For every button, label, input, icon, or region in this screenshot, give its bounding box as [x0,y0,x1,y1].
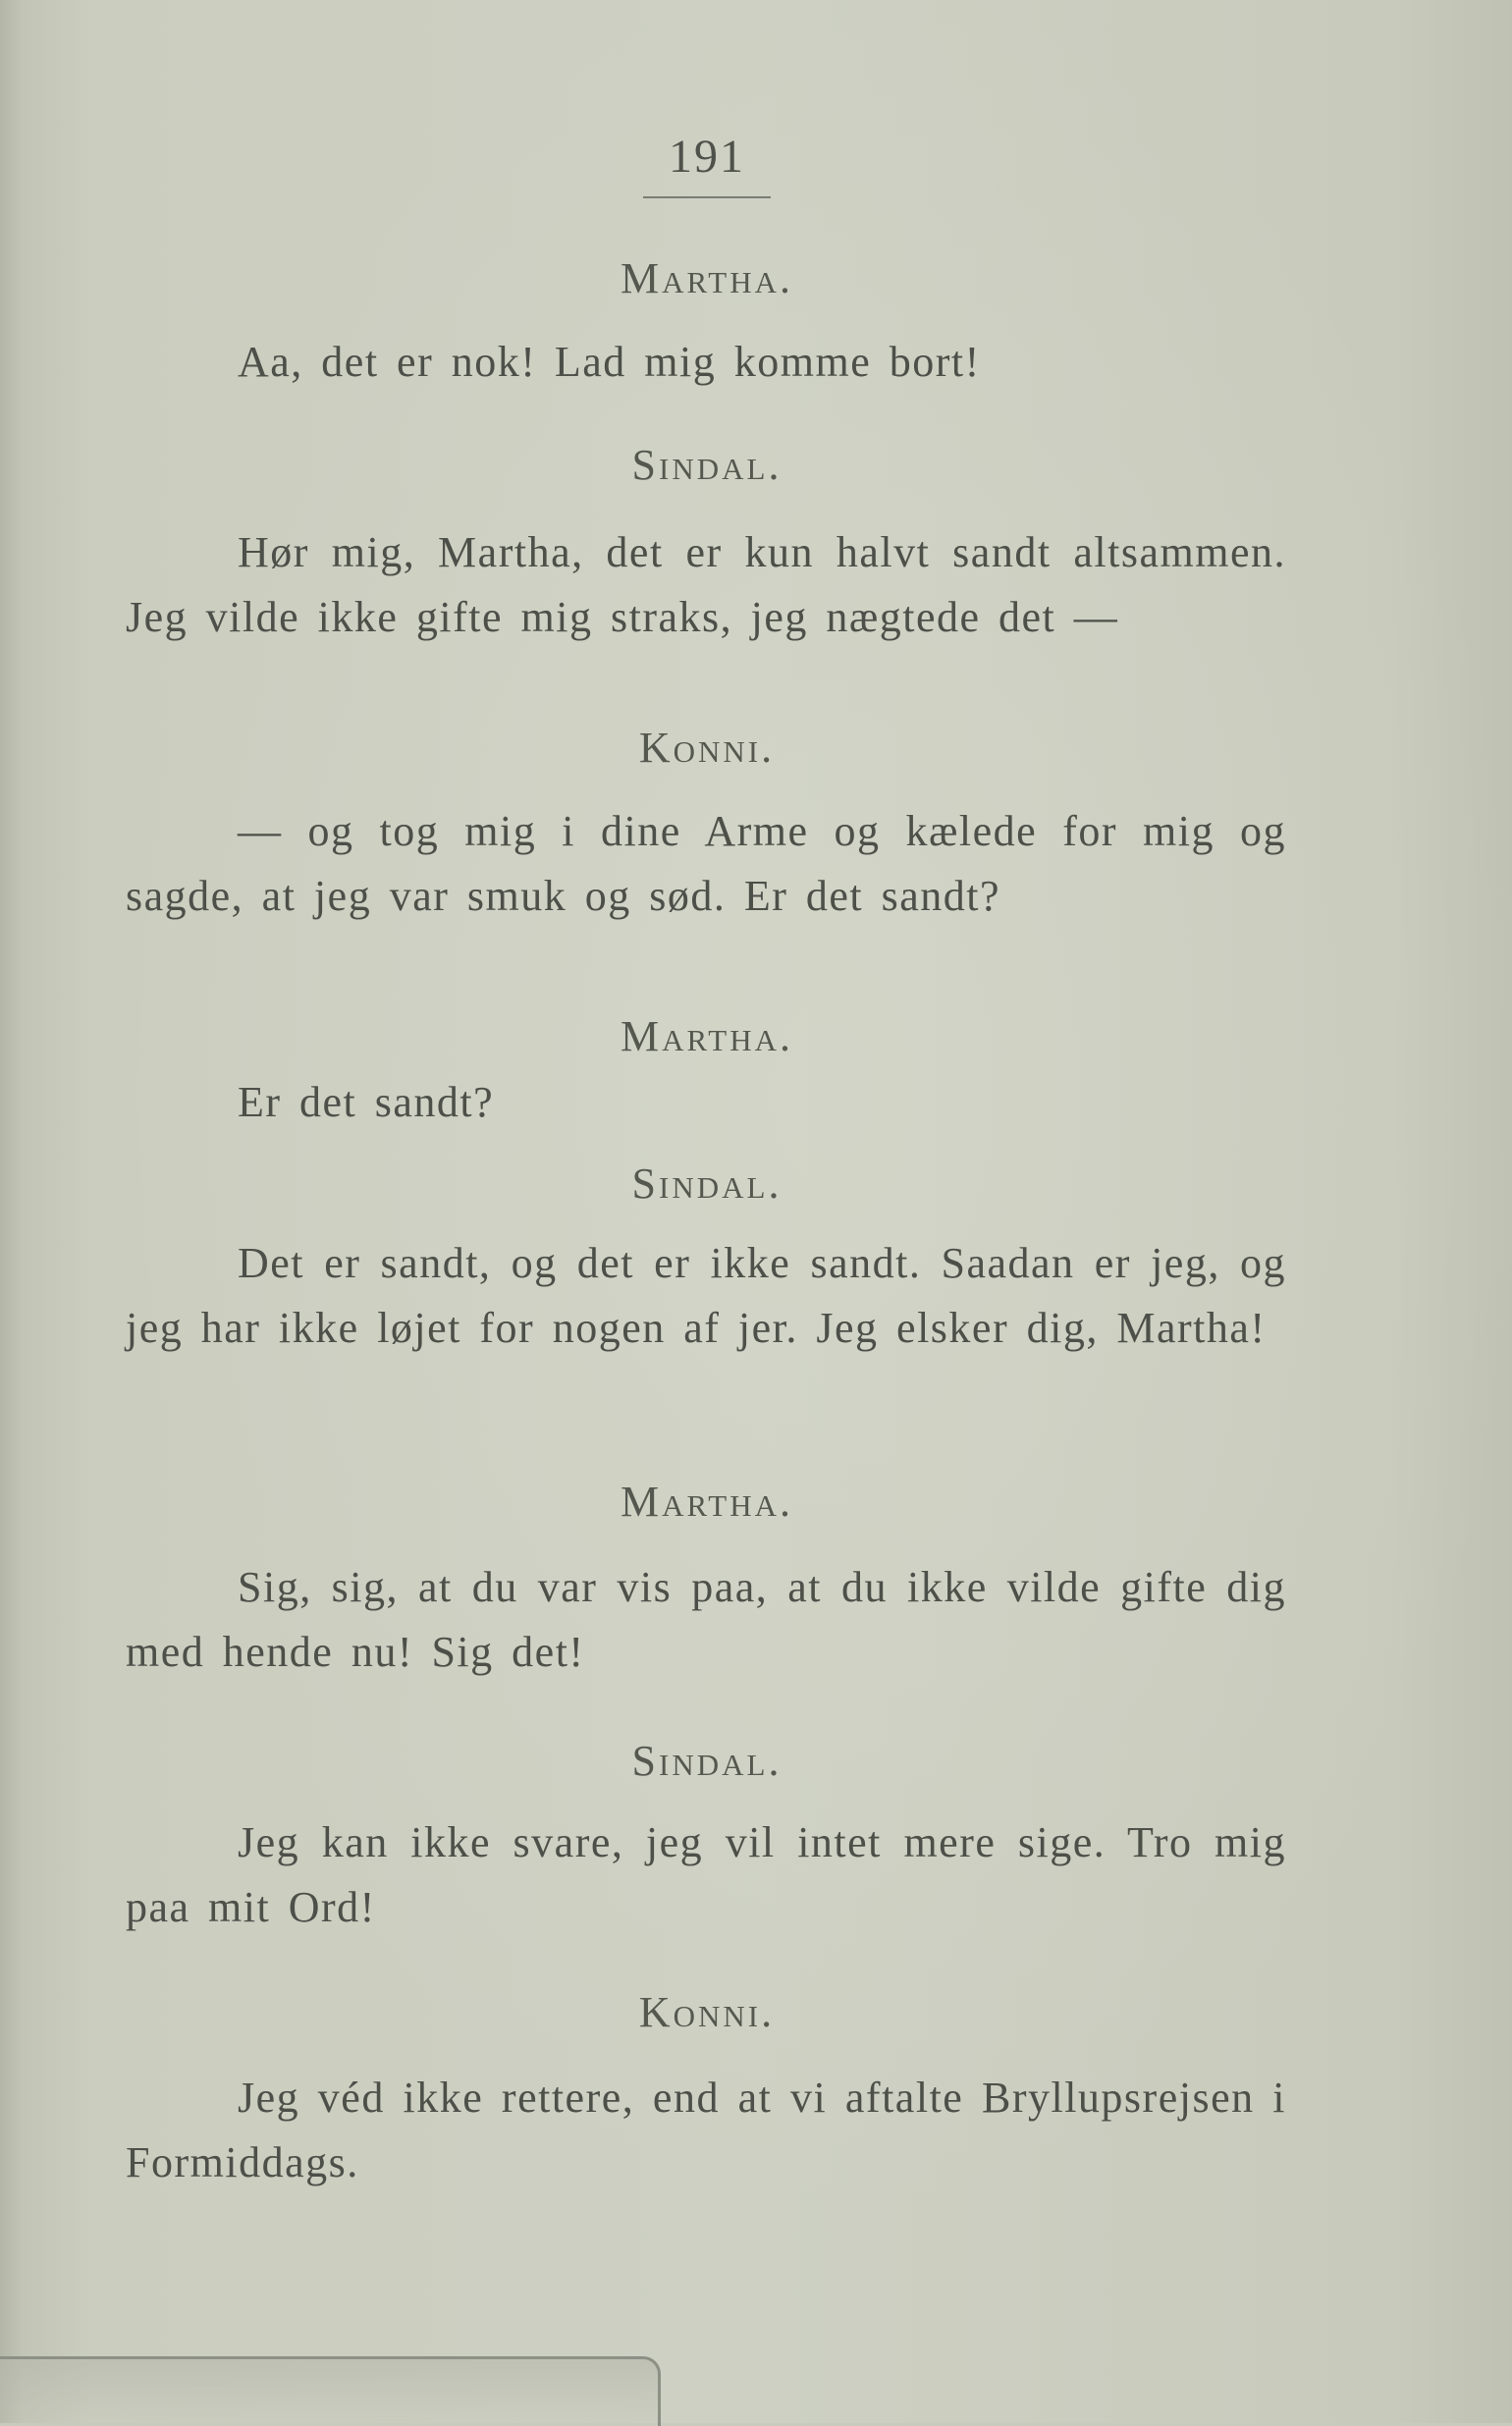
speaker-name: Martha. [620,1478,794,1526]
dialogue-line: Aa, det er nok! Lad mig komme bort! [238,338,981,386]
speaker-name: Konni. [638,724,776,772]
page-binding-shadow [0,0,22,2423]
dialogue-line: Det er sandt, og det er ikke sandt. Saadan er jeg, og jeg har ikke løjet for nogen af jer. Jeg elsker dig, Martha! [126,1239,1286,1352]
page-number: 191 [669,131,745,183]
dialogue-line: Jeg kan ikke svare, jeg vil intet mere sige. Tro mig paa mit Ord! [126,1818,1286,1931]
dialogue-line: Sig, sig, at du var vis paa, at du ikke vilde gifte dig med hende nu! Sig det! [126,1563,1286,1676]
speaker-name: Sindal. [631,441,783,489]
page-number-rule [643,196,771,198]
dialogue-line: Er det sandt? [238,1078,495,1126]
dialogue-line: — og tog mig i dine Arme og kælede for mig og sagde, at jeg var smuk og sød. Er det sandt? [126,807,1286,920]
page-edge-tab [0,2356,661,2426]
dialogue-line: Hør mig, Martha, det er kun halvt sandt altsammen. Jeg vilde ikke gifte mig straks, jeg nægtede det — [126,528,1286,641]
dialogue-line: Jeg véd ikke rettere, end at vi aftalte Bryllupsrejsen i Formiddags. [126,2074,1286,2186]
speaker-name: Martha. [620,1012,794,1060]
speaker-name: Sindal. [631,1737,783,1785]
speaker-name: Sindal. [631,1159,783,1208]
speaker-name: Martha. [620,254,794,302]
speaker-name: Konni. [638,1988,776,2036]
